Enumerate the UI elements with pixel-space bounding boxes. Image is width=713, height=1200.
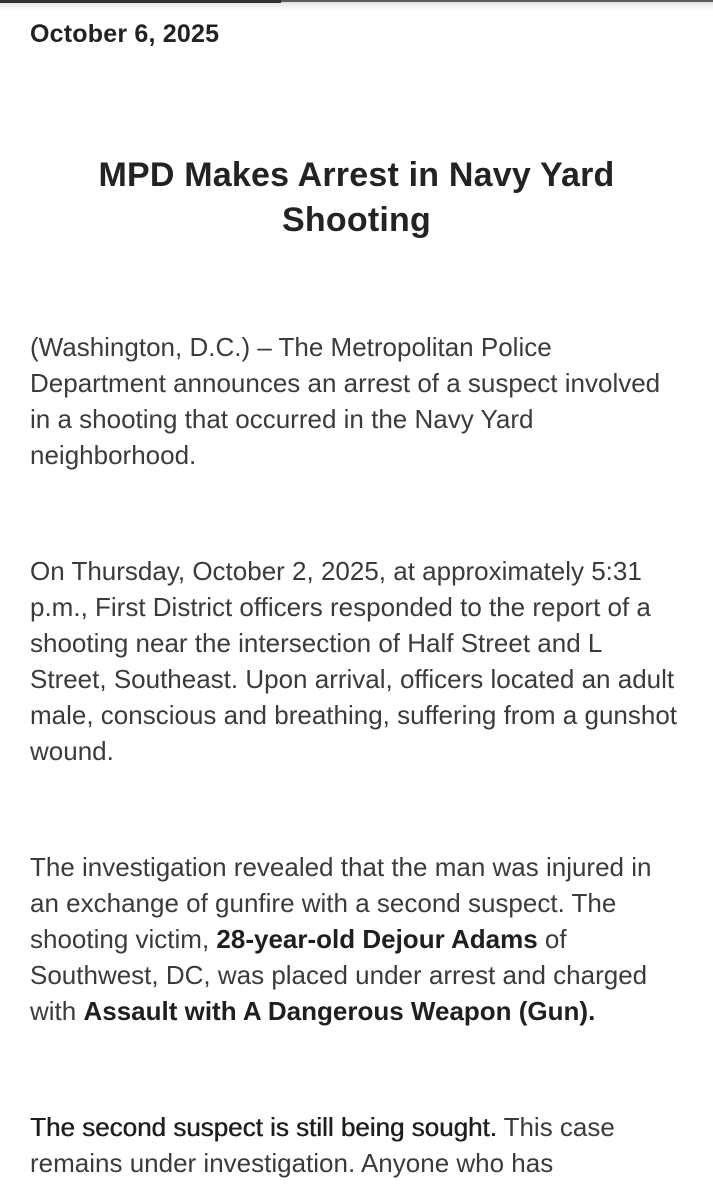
top-divider-line-dark-segment xyxy=(0,0,281,3)
text-run: Assault with A Dangerous Weapon (Gun). xyxy=(83,996,596,1026)
paragraph xyxy=(30,849,683,1029)
release-date: October 6, 2025 xyxy=(30,20,220,48)
text-run: of Southwest, DC, was placed under arrest and charged with xyxy=(30,924,648,1026)
text-run: The investigation revealed that the man was injured in an exchange of gunfire with a second suspect. The shooting victim, xyxy=(30,852,652,954)
text-run: (Washington, D.C.) – The Metropolitan Police Department announces an arrest of a suspect involved in a shooting that occurred in the Navy Yard neighborhood. xyxy=(30,332,661,470)
press-release xyxy=(0,20,713,1181)
article-body xyxy=(30,329,683,1181)
text-run: This case remains under investigation. Anyone who has xyxy=(30,1112,615,1178)
text-run: 28-year-old Dejour Adams xyxy=(216,924,538,954)
paragraph xyxy=(30,553,683,769)
paragraph xyxy=(30,1109,683,1181)
cropped-toolbar-shadow xyxy=(0,0,713,10)
paragraph xyxy=(30,329,683,473)
text-run: The second suspect is still being sought. xyxy=(30,1112,497,1142)
article-title: MPD Makes Arrest in Navy Yard Shooting xyxy=(98,156,615,239)
text-run: On Thursday, October 2, 2025, at approximately 5:31 p.m., First District officers responded to the report of a shooting near the intersection of Half Street and L Street, Southeast. Upon arrival, officers located an adult male, conscious and breathing, suffering from a gunshot wound. xyxy=(30,556,678,766)
